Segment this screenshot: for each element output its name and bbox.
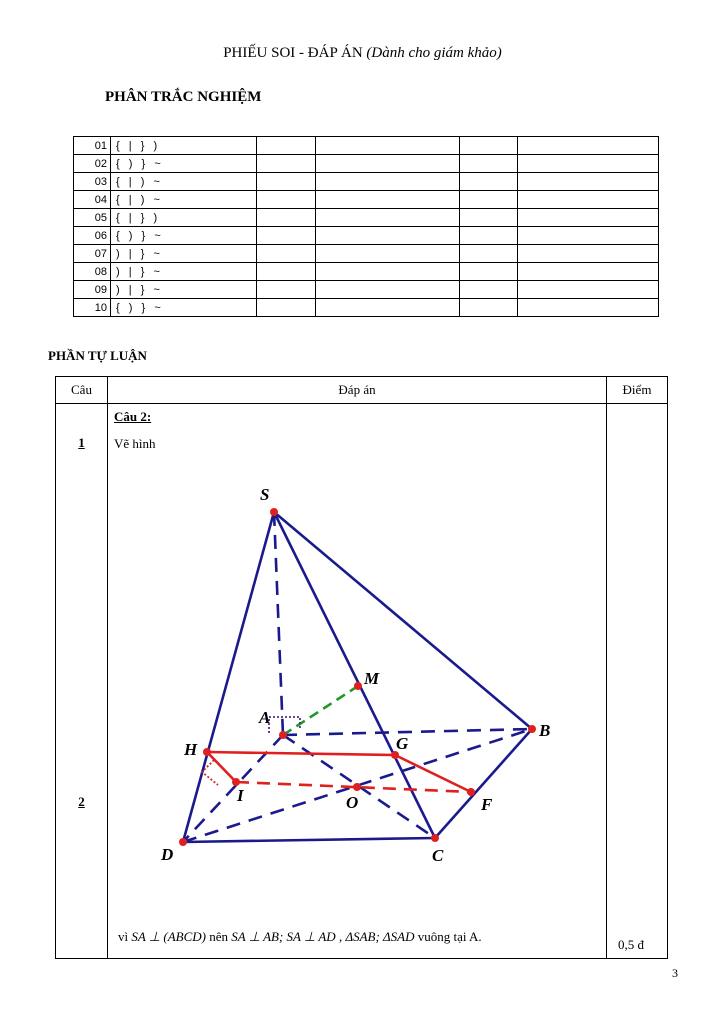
answer-marks: ) | } ~ xyxy=(111,245,257,263)
segment-HG xyxy=(207,752,395,755)
answer-marks: { | } ) xyxy=(111,137,257,155)
proof-word-4: vuông tại A. xyxy=(414,929,482,944)
question-number: 04 xyxy=(74,191,111,209)
question-number: 08 xyxy=(74,263,111,281)
question-number: 05 xyxy=(74,209,111,227)
essay-section-heading: PHẦN TỰ LUẬN xyxy=(48,348,147,363)
point-C xyxy=(431,834,439,842)
proof-math-3: ΔSAB; ΔSAD xyxy=(345,929,415,944)
question-number: 07 xyxy=(74,245,111,263)
title-main: PHIẾU SOI - ĐÁP ÁN xyxy=(223,45,367,61)
proof-statement xyxy=(118,929,482,945)
edge-SB xyxy=(274,512,532,729)
point-F xyxy=(467,788,475,796)
point-O xyxy=(353,783,361,791)
label-O: O xyxy=(346,793,359,812)
point-A xyxy=(279,731,287,739)
question-number: 09 xyxy=(74,281,111,299)
label-I: I xyxy=(237,786,244,805)
point-D xyxy=(179,838,187,846)
sub-question-number-1: 1 xyxy=(78,435,85,450)
question-number: 03 xyxy=(74,173,111,191)
edge-SA xyxy=(274,512,283,735)
answer-marks: { ) } ~ xyxy=(111,299,257,317)
point-I xyxy=(232,778,240,786)
page-number: 3 xyxy=(672,966,678,980)
label-A: A xyxy=(259,708,271,727)
answer-marks: { | ) ~ xyxy=(111,173,257,191)
label-H: H xyxy=(184,740,198,759)
edge-CB xyxy=(435,729,532,838)
col-header-answer: Đáp án xyxy=(108,377,607,404)
answer-marks: { ) } ~ xyxy=(111,155,257,173)
label-G: G xyxy=(396,734,409,753)
question-label: Câu 2: xyxy=(114,409,152,424)
label-M: M xyxy=(364,669,380,688)
point-B xyxy=(528,725,536,733)
label-C: C xyxy=(432,846,444,865)
question-number: 06 xyxy=(74,227,111,245)
question-number: 01 xyxy=(74,137,111,155)
segment-AM xyxy=(283,686,358,735)
label-S: S xyxy=(260,485,270,504)
score-value: 0,5 đ xyxy=(618,937,644,952)
point-H xyxy=(203,748,211,756)
right-angle-marker-A xyxy=(269,717,300,733)
title-note: (Dành cho giám khảo) xyxy=(366,45,502,61)
mc-section-heading: PHÂN TRẮC NGHIỆM xyxy=(105,89,262,105)
segment-HI xyxy=(207,752,236,782)
answer-marks: { | ) ~ xyxy=(111,191,257,209)
edge-DC xyxy=(183,838,435,842)
answer-marks: ) | } ~ xyxy=(111,281,257,299)
col-header-cau: Câu xyxy=(56,377,108,404)
label-D: D xyxy=(161,845,174,864)
answer-marks: { ) } ~ xyxy=(111,227,257,245)
col-header-score: Điểm xyxy=(607,377,668,404)
label-F: F xyxy=(481,795,493,814)
answer-marks: ) | } ~ xyxy=(111,263,257,281)
question-number: 02 xyxy=(74,155,111,173)
proof-math-1: SA ⊥ (ABCD) xyxy=(131,929,207,944)
question-number: 10 xyxy=(74,299,111,317)
answer-marks: { | } ) xyxy=(111,209,257,227)
point-M xyxy=(354,682,362,690)
proof-word-2: nên xyxy=(206,929,232,944)
label-B: B xyxy=(539,721,551,740)
proof-word-3: , xyxy=(335,929,346,944)
proof-word-1: vì xyxy=(118,929,132,944)
proof-math-2: SA ⊥ AB; SA ⊥ AD xyxy=(231,929,336,944)
draw-instruction: Vẽ hình xyxy=(114,436,156,451)
point-S xyxy=(270,508,278,516)
sub-question-number-2: 2 xyxy=(78,794,85,809)
